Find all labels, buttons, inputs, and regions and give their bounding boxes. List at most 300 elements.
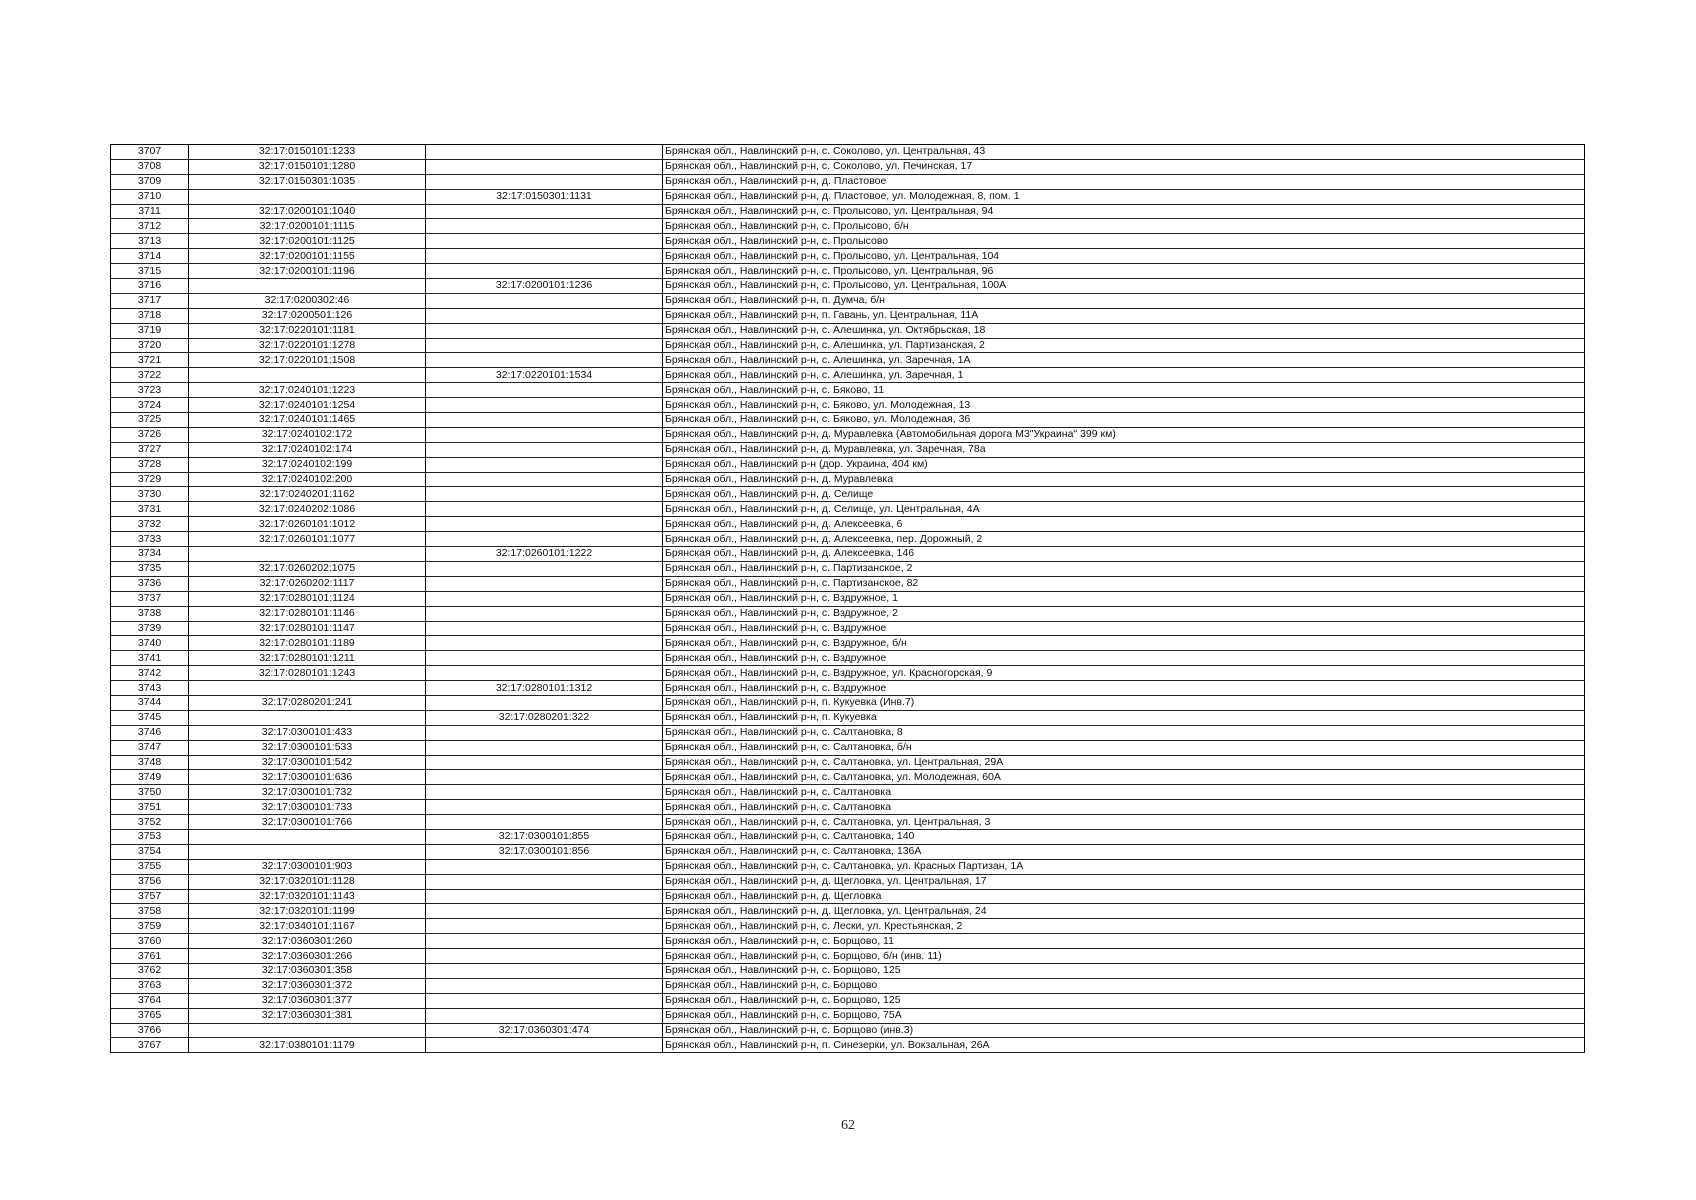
table-row <box>111 636 1585 651</box>
cadastral-number-cell: 32:17:0240101:1223 <box>189 383 426 398</box>
table-row <box>111 1008 1585 1023</box>
table-row <box>111 576 1585 591</box>
property-register-table <box>110 144 1585 1053</box>
cadastral-number-secondary-cell <box>426 174 663 189</box>
address-cell: Брянская обл., Навлинский р-н, с. Соколово, ул. Печинская, 17 <box>663 159 1585 174</box>
address-cell: Брянская обл., Навлинский р-н, с. Борщово <box>663 978 1585 993</box>
cadastral-number-secondary-cell <box>426 204 663 219</box>
address-cell: Брянская обл., Навлинский р-н, с. Салтановка, 140 <box>663 829 1585 844</box>
cadastral-number-cell: 32:17:0260202:1075 <box>189 561 426 576</box>
cadastral-number-cell: 32:17:0220101:1508 <box>189 353 426 368</box>
row-number-cell: 3732 <box>111 517 189 532</box>
table-row <box>111 219 1585 234</box>
cadastral-number-cell <box>189 368 426 383</box>
cadastral-number-cell: 32:17:0200302:46 <box>189 293 426 308</box>
cadastral-number-cell <box>189 279 426 294</box>
page-number: 62 <box>841 1118 855 1133</box>
table-row <box>111 502 1585 517</box>
table-row <box>111 829 1585 844</box>
cadastral-number-secondary-cell <box>426 323 663 338</box>
row-number-cell: 3713 <box>111 234 189 249</box>
address-cell: Брянская обл., Навлинский р-н, с. Борщово, 75А <box>663 1008 1585 1023</box>
address-cell: Брянская обл., Навлинский р-н, с. Вздружное <box>663 651 1585 666</box>
cadastral-number-cell: 32:17:0360301:377 <box>189 993 426 1008</box>
table-row <box>111 963 1585 978</box>
cadastral-number-secondary-cell: 32:17:0300101:855 <box>426 829 663 844</box>
cadastral-number-secondary-cell <box>426 636 663 651</box>
cadastral-number-cell: 32:17:0360301:260 <box>189 934 426 949</box>
cadastral-number-cell: 32:17:0300101:636 <box>189 770 426 785</box>
row-number-cell: 3720 <box>111 338 189 353</box>
cadastral-number-cell: 32:17:0240102:200 <box>189 472 426 487</box>
row-number-cell: 3739 <box>111 621 189 636</box>
row-number-cell: 3722 <box>111 368 189 383</box>
row-number-cell: 3724 <box>111 398 189 413</box>
table-row <box>111 338 1585 353</box>
row-number-cell: 3746 <box>111 725 189 740</box>
address-cell: Брянская обл., Навлинский р-н, с. Пролысово, б/н <box>663 219 1585 234</box>
address-cell: Брянская обл., Навлинский р-н, д. Пластовое <box>663 174 1585 189</box>
address-cell: Брянская обл., Навлинский р-н, с. Пролысово, ул. Центральная, 104 <box>663 249 1585 264</box>
cadastral-number-secondary-cell <box>426 427 663 442</box>
cadastral-number-cell <box>189 829 426 844</box>
table-row <box>111 725 1585 740</box>
table-row <box>111 383 1585 398</box>
register-body <box>111 145 1585 1053</box>
address-cell: Брянская обл., Навлинский р-н, с. Партизанское, 82 <box>663 576 1585 591</box>
address-cell: Брянская обл., Навлинский р-н, с. Салтановка, б/н <box>663 740 1585 755</box>
cadastral-number-cell: 32:17:0260202:1117 <box>189 576 426 591</box>
cadastral-number-secondary-cell <box>426 442 663 457</box>
cadastral-number-cell: 32:17:0300101:733 <box>189 800 426 815</box>
cadastral-number-secondary-cell <box>426 740 663 755</box>
table-row <box>111 249 1585 264</box>
row-number-cell: 3750 <box>111 785 189 800</box>
row-number-cell: 3736 <box>111 576 189 591</box>
row-number-cell: 3734 <box>111 547 189 562</box>
address-cell: Брянская обл., Навлинский р-н, с. Салтановка, ул. Центральная, 3 <box>663 815 1585 830</box>
cadastral-number-cell: 32:17:0300101:542 <box>189 755 426 770</box>
cadastral-number-cell: 32:17:0150101:1280 <box>189 159 426 174</box>
table-row <box>111 591 1585 606</box>
address-cell: Брянская обл., Навлинский р-н, п. Кукуевка <box>663 710 1585 725</box>
table-row <box>111 859 1585 874</box>
table-row <box>111 1038 1585 1053</box>
address-cell: Брянская обл., Навлинский р-н, п. Думча, б/н <box>663 293 1585 308</box>
cadastral-number-cell <box>189 844 426 859</box>
row-number-cell: 3710 <box>111 189 189 204</box>
cadastral-number-cell: 32:17:0200101:1040 <box>189 204 426 219</box>
cadastral-number-secondary-cell <box>426 234 663 249</box>
cadastral-number-secondary-cell <box>426 502 663 517</box>
row-number-cell: 3747 <box>111 740 189 755</box>
table-row <box>111 368 1585 383</box>
row-number-cell: 3761 <box>111 949 189 964</box>
address-cell: Брянская обл., Навлинский р-н, д. Муравлевка, ул. Заречная, 78а <box>663 442 1585 457</box>
row-number-cell: 3729 <box>111 472 189 487</box>
address-cell: Брянская обл., Навлинский р-н, с. Алешинка, ул. Октябрьская, 18 <box>663 323 1585 338</box>
table-row <box>111 189 1585 204</box>
table-row <box>111 264 1585 279</box>
row-number-cell: 3748 <box>111 755 189 770</box>
cadastral-number-cell: 32:17:0150301:1035 <box>189 174 426 189</box>
address-cell: Брянская обл., Навлинский р-н, п. Синезерки, ул. Вокзальная, 26А <box>663 1038 1585 1053</box>
table-row <box>111 710 1585 725</box>
cadastral-number-secondary-cell: 32:17:0220101:1534 <box>426 368 663 383</box>
cadastral-number-secondary-cell <box>426 1008 663 1023</box>
cadastral-number-secondary-cell <box>426 725 663 740</box>
address-cell: Брянская обл., Навлинский р-н, д. Алексеевка, пер. Дорожный, 2 <box>663 532 1585 547</box>
address-cell: Брянская обл., Навлинский р-н, с. Салтановка, 136А <box>663 844 1585 859</box>
row-number-cell: 3730 <box>111 487 189 502</box>
address-cell: Брянская обл., Навлинский р-н, с. Салтановка, ул. Молодежная, 60А <box>663 770 1585 785</box>
table-row <box>111 785 1585 800</box>
row-number-cell: 3709 <box>111 174 189 189</box>
row-number-cell: 3745 <box>111 710 189 725</box>
cadastral-number-cell <box>189 681 426 696</box>
cadastral-number-secondary-cell: 32:17:0300101:856 <box>426 844 663 859</box>
cadastral-number-secondary-cell <box>426 219 663 234</box>
cadastral-number-secondary-cell <box>426 934 663 949</box>
row-number-cell: 3743 <box>111 681 189 696</box>
row-number-cell: 3753 <box>111 829 189 844</box>
cadastral-number-cell: 32:17:0380101:1179 <box>189 1038 426 1053</box>
table-row <box>111 1023 1585 1038</box>
address-cell: Брянская обл., Навлинский р-н, с. Борщово, 125 <box>663 993 1585 1008</box>
row-number-cell: 3712 <box>111 219 189 234</box>
table-row <box>111 934 1585 949</box>
address-cell: Брянская обл., Навлинский р-н, с. Бяково, ул. Молодежная, 36 <box>663 413 1585 428</box>
cadastral-number-cell: 32:17:0200101:1115 <box>189 219 426 234</box>
cadastral-number-cell <box>189 547 426 562</box>
cadastral-number-secondary-cell: 32:17:0260101:1222 <box>426 547 663 562</box>
table-row <box>111 532 1585 547</box>
cadastral-number-cell: 32:17:0150101:1233 <box>189 145 426 160</box>
table-row <box>111 651 1585 666</box>
table-row <box>111 844 1585 859</box>
row-number-cell: 3725 <box>111 413 189 428</box>
table-row <box>111 353 1585 368</box>
cadastral-number-cell: 32:17:0360301:358 <box>189 963 426 978</box>
cadastral-number-cell: 32:17:0240102:174 <box>189 442 426 457</box>
row-number-cell: 3727 <box>111 442 189 457</box>
cadastral-number-cell <box>189 189 426 204</box>
table-row <box>111 889 1585 904</box>
row-number-cell: 3708 <box>111 159 189 174</box>
row-number-cell: 3752 <box>111 815 189 830</box>
address-cell: Брянская обл., Навлинский р-н, д. Муравлевка <box>663 472 1585 487</box>
address-cell: Брянская обл., Навлинский р-н, с. Салтановка, 8 <box>663 725 1585 740</box>
address-cell: Брянская обл., Навлинский р-н, с. Вздружное, ул. Красногорская, 9 <box>663 666 1585 681</box>
address-cell: Брянская обл., Навлинский р-н, с. Салтановка, ул. Красных Партизан, 1А <box>663 859 1585 874</box>
address-cell: Брянская обл., Навлинский р-н, с. Борщово, 11 <box>663 934 1585 949</box>
address-cell: Брянская обл., Навлинский р-н, с. Борщово, 125 <box>663 963 1585 978</box>
cadastral-number-secondary-cell <box>426 413 663 428</box>
cadastral-number-cell: 32:17:0360301:372 <box>189 978 426 993</box>
cadastral-number-secondary-cell <box>426 293 663 308</box>
address-cell: Брянская обл., Навлинский р-н, с. Пролысово, ул. Центральная, 94 <box>663 204 1585 219</box>
cadastral-number-secondary-cell: 32:17:0200101:1236 <box>426 279 663 294</box>
table-row <box>111 427 1585 442</box>
cadastral-number-cell: 32:17:0280101:1147 <box>189 621 426 636</box>
cadastral-number-secondary-cell <box>426 1038 663 1053</box>
row-number-cell: 3751 <box>111 800 189 815</box>
table-row <box>111 919 1585 934</box>
address-cell: Брянская обл., Навлинский р-н, д. Алексеевка, 146 <box>663 547 1585 562</box>
address-cell: Брянская обл., Навлинский р-н, с. Алешинка, ул. Заречная, 1А <box>663 353 1585 368</box>
cadastral-number-cell: 32:17:0200101:1155 <box>189 249 426 264</box>
cadastral-number-cell: 32:17:0240101:1465 <box>189 413 426 428</box>
address-cell: Брянская обл., Навлинский р-н, с. Алешинка, ул. Партизанская, 2 <box>663 338 1585 353</box>
table-row <box>111 904 1585 919</box>
table-row <box>111 204 1585 219</box>
address-cell: Брянская обл., Навлинский р-н, с. Партизанское, 2 <box>663 561 1585 576</box>
cadastral-number-cell: 32:17:0300101:433 <box>189 725 426 740</box>
cadastral-number-cell: 32:17:0200101:1125 <box>189 234 426 249</box>
address-cell: Брянская обл., Навлинский р-н, с. Бяково, ул. Молодежная, 13 <box>663 398 1585 413</box>
cadastral-number-cell: 32:17:0300101:732 <box>189 785 426 800</box>
cadastral-number-cell: 32:17:0300101:766 <box>189 815 426 830</box>
cadastral-number-secondary-cell <box>426 487 663 502</box>
address-cell: Брянская обл., Навлинский р-н, д. Селище <box>663 487 1585 502</box>
address-cell: Брянская обл., Навлинский р-н, д. Алексеевка, 6 <box>663 517 1585 532</box>
row-number-cell: 3766 <box>111 1023 189 1038</box>
address-cell: Брянская обл., Навлинский р-н, с. Пролысово, ул. Центральная, 96 <box>663 264 1585 279</box>
cadastral-number-cell: 32:17:0200501:126 <box>189 308 426 323</box>
address-cell: Брянская обл., Навлинский р-н, с. Соколово, ул. Центральная, 43 <box>663 145 1585 160</box>
table-row <box>111 308 1585 323</box>
row-number-cell: 3763 <box>111 978 189 993</box>
cadastral-number-secondary-cell <box>426 904 663 919</box>
cadastral-number-secondary-cell: 32:17:0150301:1131 <box>426 189 663 204</box>
cadastral-number-secondary-cell: 32:17:0280201:322 <box>426 710 663 725</box>
table-row <box>111 695 1585 710</box>
cadastral-number-cell: 32:17:0220101:1278 <box>189 338 426 353</box>
cadastral-number-secondary-cell <box>426 561 663 576</box>
row-number-cell: 3758 <box>111 904 189 919</box>
cadastral-number-secondary-cell <box>426 532 663 547</box>
address-cell: Брянская обл., Навлинский р-н, д. Щегловка, ул. Центральная, 24 <box>663 904 1585 919</box>
cadastral-number-secondary-cell <box>426 651 663 666</box>
cadastral-number-secondary-cell <box>426 800 663 815</box>
address-cell: Брянская обл., Навлинский р-н, с. Пролысово <box>663 234 1585 249</box>
address-cell: Брянская обл., Навлинский р-н, д. Пластовое, ул. Молодежная, 8, пом. 1 <box>663 189 1585 204</box>
table-row <box>111 978 1585 993</box>
address-cell: Брянская обл., Навлинский р-н, с. Салтановка <box>663 785 1585 800</box>
address-cell: Брянская обл., Навлинский р-н, д. Муравлевка (Автомобильная дорога М3"Украина" 399 км) <box>663 427 1585 442</box>
cadastral-number-secondary-cell <box>426 963 663 978</box>
address-cell: Брянская обл., Навлинский р-н, д. Селище, ул. Центральная, 4А <box>663 502 1585 517</box>
cadastral-number-secondary-cell <box>426 874 663 889</box>
cadastral-number-cell: 32:17:0340101:1167 <box>189 919 426 934</box>
cadastral-number-cell <box>189 1023 426 1038</box>
table-row <box>111 815 1585 830</box>
cadastral-number-cell: 32:17:0200101:1196 <box>189 264 426 279</box>
table-row <box>111 874 1585 889</box>
cadastral-number-cell: 32:17:0320101:1128 <box>189 874 426 889</box>
table-row <box>111 561 1585 576</box>
cadastral-number-cell: 32:17:0320101:1143 <box>189 889 426 904</box>
cadastral-number-secondary-cell <box>426 353 663 368</box>
cadastral-number-cell: 32:17:0240202:1086 <box>189 502 426 517</box>
row-number-cell: 3733 <box>111 532 189 547</box>
cadastral-number-secondary-cell: 32:17:0360301:474 <box>426 1023 663 1038</box>
table-row <box>111 279 1585 294</box>
row-number-cell: 3760 <box>111 934 189 949</box>
table-row <box>111 681 1585 696</box>
cadastral-number-secondary-cell <box>426 517 663 532</box>
row-number-cell: 3707 <box>111 145 189 160</box>
cadastral-number-secondary-cell <box>426 859 663 874</box>
row-number-cell: 3715 <box>111 264 189 279</box>
cadastral-number-secondary-cell <box>426 666 663 681</box>
cadastral-number-cell: 32:17:0240102:199 <box>189 457 426 472</box>
table-row <box>111 517 1585 532</box>
cadastral-number-secondary-cell <box>426 815 663 830</box>
row-number-cell: 3759 <box>111 919 189 934</box>
row-number-cell: 3749 <box>111 770 189 785</box>
table-row <box>111 800 1585 815</box>
cadastral-number-secondary-cell <box>426 383 663 398</box>
row-number-cell: 3726 <box>111 427 189 442</box>
table-row <box>111 487 1585 502</box>
address-cell: Брянская обл., Навлинский р-н, с. Алешинка, ул. Заречная, 1 <box>663 368 1585 383</box>
cadastral-number-cell: 32:17:0280201:241 <box>189 695 426 710</box>
cadastral-number-secondary-cell <box>426 785 663 800</box>
address-cell: Брянская обл., Навлинский р-н, с. Вздружное, 2 <box>663 606 1585 621</box>
cadastral-number-cell: 32:17:0260101:1077 <box>189 532 426 547</box>
table-row <box>111 398 1585 413</box>
row-number-cell: 3755 <box>111 859 189 874</box>
table-row <box>111 621 1585 636</box>
table-row <box>111 666 1585 681</box>
cadastral-number-secondary-cell <box>426 249 663 264</box>
address-cell: Брянская обл., Навлинский р-н, с. Вздружное <box>663 621 1585 636</box>
row-number-cell: 3754 <box>111 844 189 859</box>
cadastral-number-secondary-cell: 32:17:0280101:1312 <box>426 681 663 696</box>
row-number-cell: 3716 <box>111 279 189 294</box>
table-row <box>111 413 1585 428</box>
cadastral-number-cell: 32:17:0360301:381 <box>189 1008 426 1023</box>
table-row <box>111 755 1585 770</box>
row-number-cell: 3741 <box>111 651 189 666</box>
address-cell: Брянская обл., Навлинский р-н, с. Лески, ул. Крестьянская, 2 <box>663 919 1585 934</box>
address-cell: Брянская обл., Навлинский р-н, с. Борщово (инв.3) <box>663 1023 1585 1038</box>
table-row <box>111 770 1585 785</box>
cadastral-number-secondary-cell <box>426 576 663 591</box>
table-row <box>111 606 1585 621</box>
address-cell: Брянская обл., Навлинский р-н, с. Вздружное, б/н <box>663 636 1585 651</box>
row-number-cell: 3765 <box>111 1008 189 1023</box>
cadastral-number-cell: 32:17:0280101:1124 <box>189 591 426 606</box>
row-number-cell: 3737 <box>111 591 189 606</box>
cadastral-number-cell: 32:17:0240102:172 <box>189 427 426 442</box>
cadastral-number-cell: 32:17:0300101:903 <box>189 859 426 874</box>
table-row <box>111 159 1585 174</box>
row-number-cell: 3764 <box>111 993 189 1008</box>
row-number-cell: 3721 <box>111 353 189 368</box>
row-number-cell: 3742 <box>111 666 189 681</box>
cadastral-number-secondary-cell <box>426 338 663 353</box>
row-number-cell: 3717 <box>111 293 189 308</box>
cadastral-number-secondary-cell <box>426 889 663 904</box>
cadastral-number-cell: 32:17:0280101:1211 <box>189 651 426 666</box>
row-number-cell: 3740 <box>111 636 189 651</box>
row-number-cell: 3735 <box>111 561 189 576</box>
cadastral-number-cell: 32:17:0260101:1012 <box>189 517 426 532</box>
address-cell: Брянская обл., Навлинский р-н, д. Щегловка, ул. Центральная, 17 <box>663 874 1585 889</box>
row-number-cell: 3711 <box>111 204 189 219</box>
cadastral-number-secondary-cell <box>426 159 663 174</box>
row-number-cell: 3767 <box>111 1038 189 1053</box>
cadastral-number-secondary-cell <box>426 978 663 993</box>
table-row <box>111 457 1585 472</box>
table-row <box>111 174 1585 189</box>
row-number-cell: 3728 <box>111 457 189 472</box>
row-number-cell: 3756 <box>111 874 189 889</box>
cadastral-number-cell: 32:17:0280101:1146 <box>189 606 426 621</box>
row-number-cell: 3719 <box>111 323 189 338</box>
cadastral-number-secondary-cell <box>426 621 663 636</box>
address-cell: Брянская обл., Навлинский р-н, с. Салтановка <box>663 800 1585 815</box>
table-row <box>111 234 1585 249</box>
cadastral-number-secondary-cell <box>426 264 663 279</box>
cadastral-number-secondary-cell <box>426 770 663 785</box>
table-row <box>111 145 1585 160</box>
row-number-cell: 3757 <box>111 889 189 904</box>
row-number-cell: 3718 <box>111 308 189 323</box>
cadastral-number-secondary-cell <box>426 591 663 606</box>
address-cell: Брянская обл., Навлинский р-н, д. Щегловка <box>663 889 1585 904</box>
address-cell: Брянская обл., Навлинский р-н, с. Пролысово, ул. Центральная, 100А <box>663 279 1585 294</box>
address-cell: Брянская обл., Навлинский р-н, с. Салтановка, ул. Центральная, 29А <box>663 755 1585 770</box>
table-row <box>111 323 1585 338</box>
cadastral-number-cell: 32:17:0320101:1199 <box>189 904 426 919</box>
address-cell: Брянская обл., Навлинский р-н, с. Вздружное, 1 <box>663 591 1585 606</box>
cadastral-number-cell: 32:17:0360301:266 <box>189 949 426 964</box>
cadastral-number-secondary-cell <box>426 308 663 323</box>
cadastral-number-cell: 32:17:0280101:1243 <box>189 666 426 681</box>
address-cell: Брянская обл., Навлинский р-н, п. Гавань, ул. Центральная, 11А <box>663 308 1585 323</box>
table-row <box>111 740 1585 755</box>
table-row <box>111 547 1585 562</box>
cadastral-number-cell: 32:17:0280101:1189 <box>189 636 426 651</box>
cadastral-number-secondary-cell <box>426 145 663 160</box>
cadastral-number-cell <box>189 710 426 725</box>
table-row <box>111 442 1585 457</box>
cadastral-number-secondary-cell <box>426 695 663 710</box>
table-row <box>111 949 1585 964</box>
address-cell: Брянская обл., Навлинский р-н (дор. Украина, 404 км) <box>663 457 1585 472</box>
row-number-cell: 3738 <box>111 606 189 621</box>
row-number-cell: 3731 <box>111 502 189 517</box>
table-row <box>111 293 1585 308</box>
cadastral-number-cell: 32:17:0220101:1181 <box>189 323 426 338</box>
table-row <box>111 993 1585 1008</box>
cadastral-number-secondary-cell <box>426 919 663 934</box>
address-cell: Брянская обл., Навлинский р-н, с. Борщово, б/н (инв. 11) <box>663 949 1585 964</box>
cadastral-number-secondary-cell <box>426 755 663 770</box>
cadastral-number-secondary-cell <box>426 606 663 621</box>
address-cell: Брянская обл., Навлинский р-н, с. Бяково, 11 <box>663 383 1585 398</box>
row-number-cell: 3723 <box>111 383 189 398</box>
cadastral-number-cell: 32:17:0300101:533 <box>189 740 426 755</box>
row-number-cell: 3762 <box>111 963 189 978</box>
cadastral-number-secondary-cell <box>426 398 663 413</box>
table-row <box>111 472 1585 487</box>
address-cell: Брянская обл., Навлинский р-н, п. Кукуевка (Инв.7) <box>663 695 1585 710</box>
cadastral-number-cell: 32:17:0240101:1254 <box>189 398 426 413</box>
